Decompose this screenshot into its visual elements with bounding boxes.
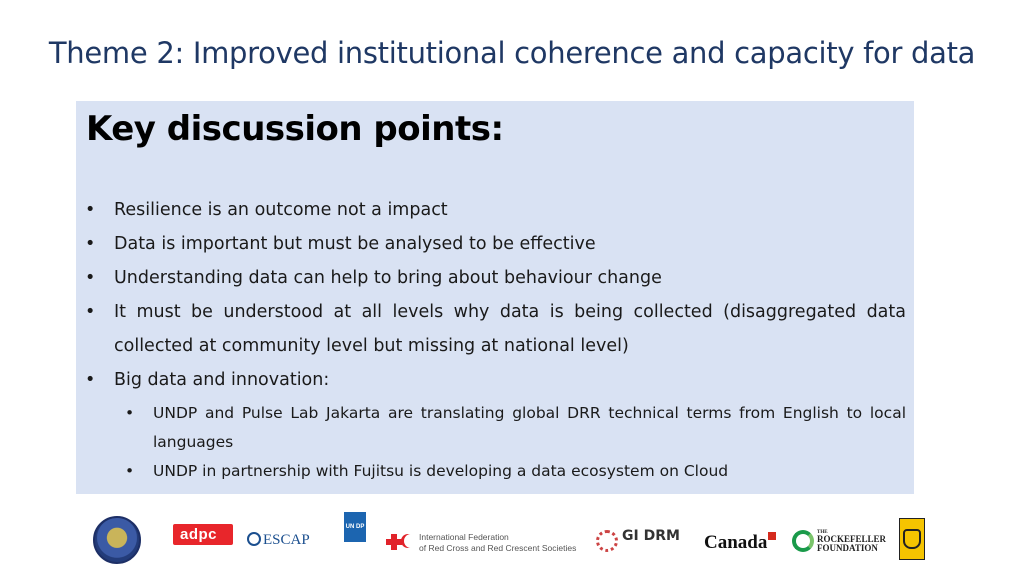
civil-defence-emblem-logo <box>899 518 925 560</box>
bullet-text: Resilience is an outcome not a impact <box>114 200 448 220</box>
bullet-item <box>76 295 914 363</box>
gidrm-logo-text: GI DRM <box>622 528 680 544</box>
undp-logo-box: UN DP <box>344 512 366 542</box>
bullet-text: Understanding data can help to bring about behaviour change <box>114 268 662 288</box>
bullet-dot: • <box>85 234 96 254</box>
bullet-item <box>76 193 914 227</box>
adpc-logo-tagline <box>173 548 233 554</box>
sub-bullet-text: UNDP and Pulse Lab Jakarta are translating global DRR technical terms from English to local languages <box>153 404 906 451</box>
gidrm-emblem-icon <box>596 530 618 552</box>
red-cross-icon <box>386 534 402 550</box>
bullet-dot: • <box>85 302 96 322</box>
sub-bullet-dot: • <box>125 462 135 480</box>
slide-title: Theme 2: Improved institutional coherence and capacity for data <box>48 36 976 70</box>
bullet-dot: • <box>85 200 96 220</box>
government-seal-logo <box>93 516 141 564</box>
canada-wordmark-logo <box>704 532 776 554</box>
sub-bullet-list <box>76 399 914 486</box>
rockefeller-logo-line2: ROCKEFELLER <box>817 534 887 544</box>
maple-flag-icon <box>768 532 776 540</box>
escap-logo <box>247 532 310 549</box>
rockefeller-logo-line1: THE <box>817 530 828 535</box>
sub-bullet-item <box>76 399 914 457</box>
rockefeller-logo-line3: FOUNDATION <box>817 543 878 553</box>
sub-bullet-item <box>76 457 914 486</box>
ifrc-logo-line1: International Federation <box>419 532 509 542</box>
bullet-text: Big data and innovation: <box>114 370 330 390</box>
escap-logo-text: ESCAP <box>263 532 310 548</box>
adpc-logo <box>173 524 233 554</box>
sub-bullet-text: UNDP in partnership with Fujitsu is developing a data ecosystem on Cloud <box>153 462 729 480</box>
bullet-list <box>76 193 914 486</box>
adpc-logo-mark: adpc <box>173 524 233 545</box>
bullet-item <box>76 363 914 397</box>
canada-wordmark-text: Canada <box>704 532 768 553</box>
partner-logo-strip <box>0 510 1024 570</box>
bullet-dot: • <box>85 370 96 390</box>
civil-defence-emblem-icon <box>903 529 921 549</box>
rockefeller-logo-text <box>817 530 886 553</box>
undp-logo <box>344 512 366 542</box>
bullet-text: Data is important but must be analysed to be effective <box>114 234 596 254</box>
red-crescent-icon <box>404 534 418 548</box>
sub-bullet-dot: • <box>125 404 135 422</box>
rockefeller-emblem-icon <box>792 530 814 552</box>
ifrc-logo-text <box>419 532 579 554</box>
ifrc-logo-line2: of Red Cross and Red Crescent Societies <box>419 543 577 553</box>
box-heading: Key discussion points: <box>86 109 504 149</box>
bullet-item <box>76 227 914 261</box>
bullet-dot: • <box>85 268 96 288</box>
discussion-points-box <box>76 101 914 494</box>
bullet-item <box>76 261 914 295</box>
bullet-text: It must be understood at all levels why data is being collected (disaggregated data collected at community level but missing at national level) <box>114 302 906 356</box>
un-globe-icon <box>247 532 261 546</box>
